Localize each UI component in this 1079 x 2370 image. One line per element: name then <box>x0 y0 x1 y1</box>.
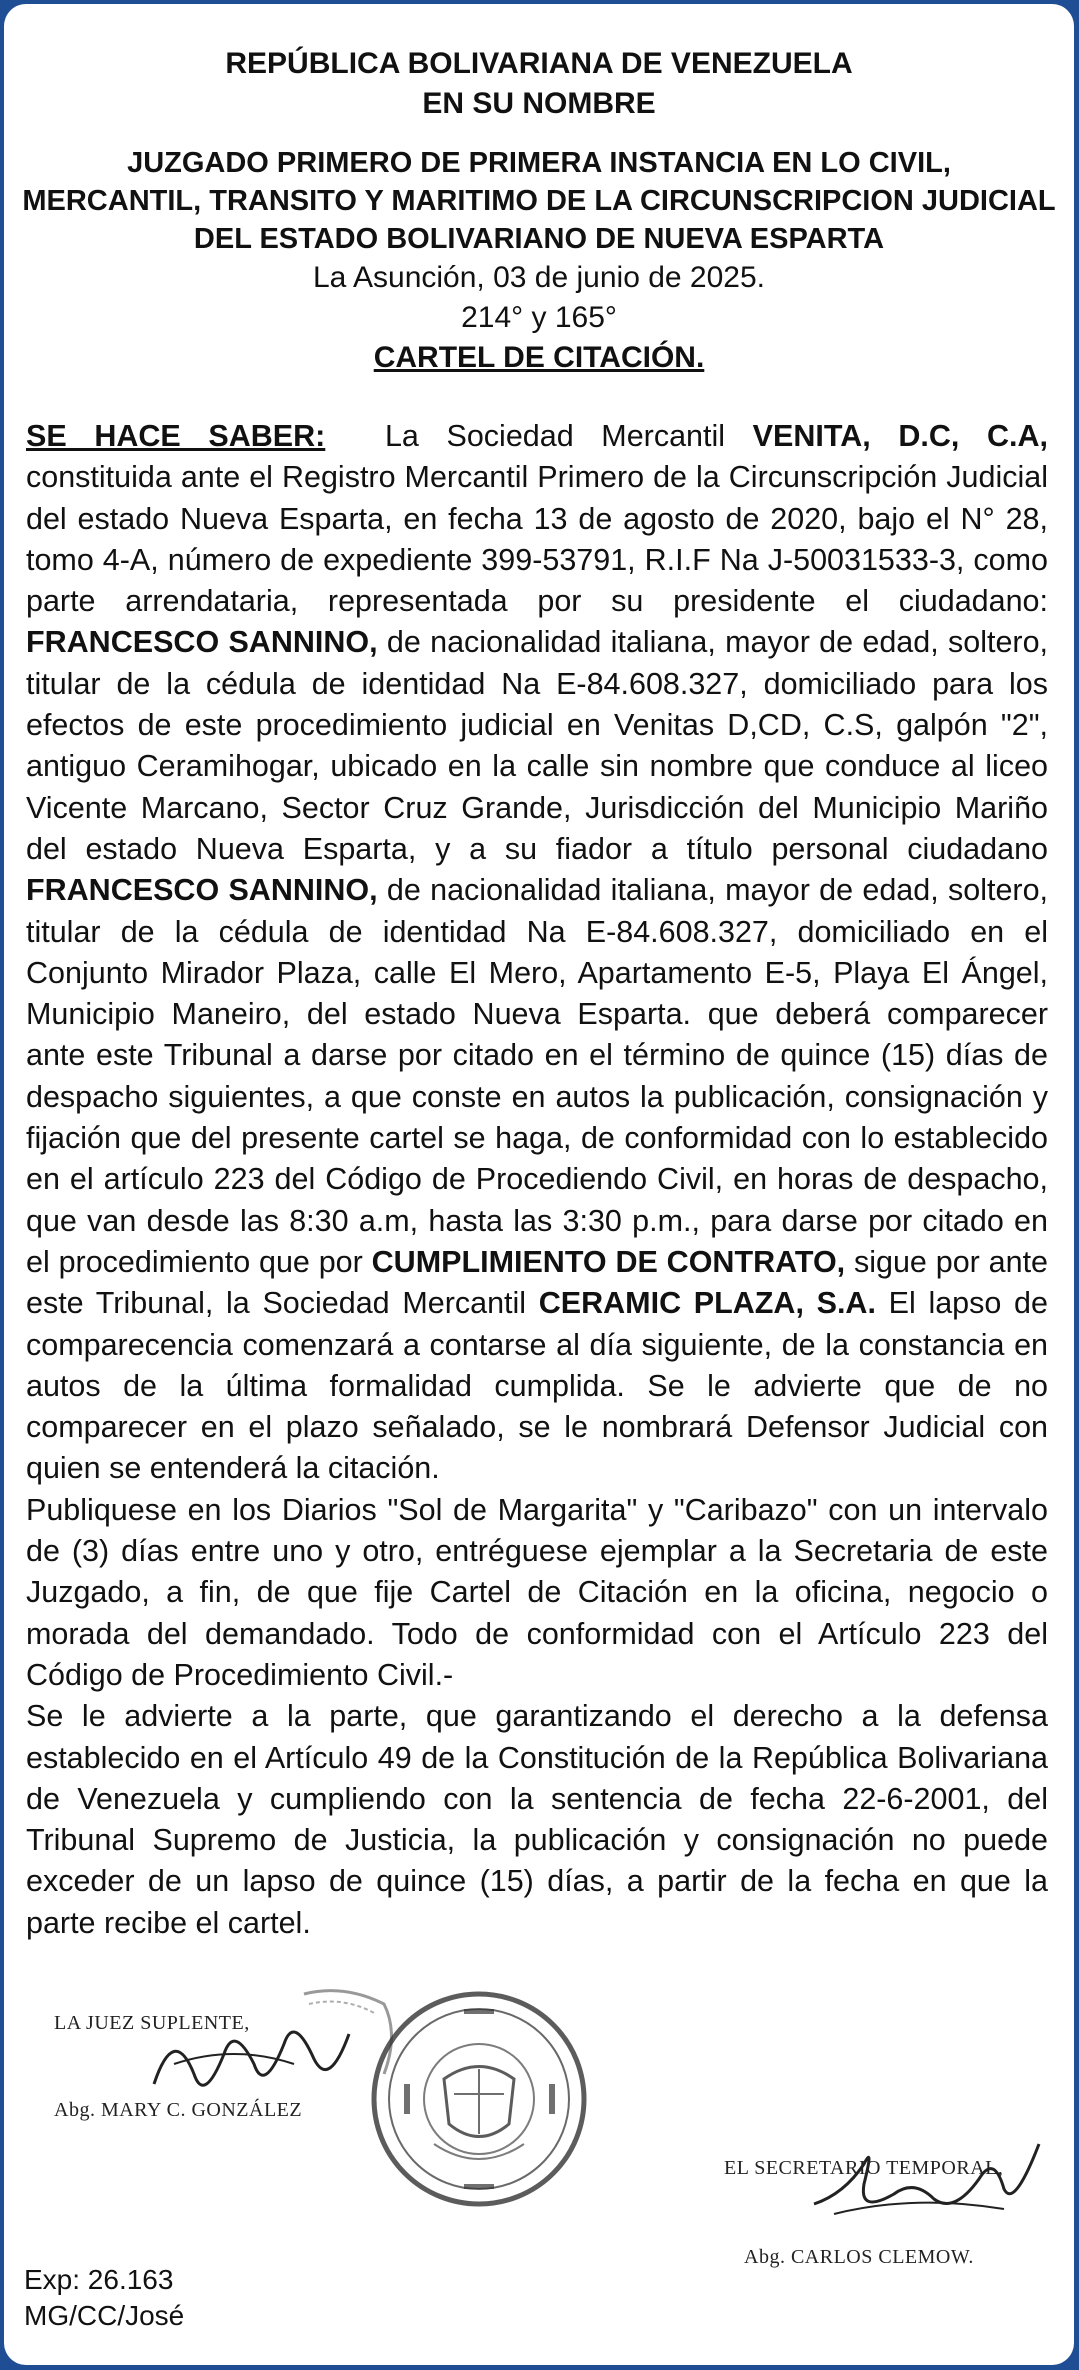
initials: MG/CC/José <box>24 2300 185 2331</box>
years-line: 214° y 165° <box>461 301 617 334</box>
judge-title: LA JUEZ SUPLENTE, <box>54 2012 250 2034</box>
p1-text-f: El lapso de comparecencia comenzará a contarse al día siguiente, de la constancia en autos de la última formalidad cumplida. Se le advierte que de no comparecer en el plazo señalado, se le nombrará Defensor Judicial con quien se entenderá la citación. <box>26 1286 1048 1486</box>
place-date: La Asunción, 03 de junio de 2025. <box>312 261 766 294</box>
country-heading: REPÚBLICA BOLIVARIANA DE VENEZUELA <box>225 47 853 80</box>
expedient-number: Exp: 26.163 <box>24 2264 174 2295</box>
document-title: CARTEL DE CITACIÓN. <box>373 341 705 374</box>
guarantor-name: FRANCESCO SANNINO, <box>26 873 378 908</box>
in-his-name-heading: EN SU NOMBRE <box>422 87 656 120</box>
judge-name: Abg. MARY C. GONZÁLEZ <box>54 2099 303 2121</box>
p1-text-c: de nacionalidad italiana, mayor de edad, soltero, titular de la cédula de identidad Na E-84.608.327, domiciliado para los efectos de este procedimiento judicial en Venitas D,CD, C.S, galpón "2", antiguo Ceramihogar, ubicado en la calle sin nombre que conduce al liceo Vicente Marcano, Sector Cruz Grande, Jurisdicción del Municipio Mariño del estado Nueva Esparta, y a su fiador a título personal ciudadano <box>26 625 1049 866</box>
plaintiff-company: CERAMIC PLAZA, S.A. <box>538 1286 876 1321</box>
president-name: FRANCESCO SANNINO, <box>26 625 378 660</box>
hace-saber-label: SE HACE SABER: <box>26 419 326 453</box>
p1-text-e: sigue por ante este Tribunal, la Sociedad Mercantil <box>26 1244 1049 1321</box>
court-line-2: MERCANTIL, TRANSITO Y MARITIMO DE LA CIRCUNSCRIPCION JUDICIAL <box>22 185 1056 217</box>
document-header <box>4 44 1074 378</box>
paragraph-2: Publiquese en los Diarios "Sol de Margarita" y "Caribazo" con un intervalo de (3) días entre uno y otro, entréguese ejemplar a la Secretaria de este Juzgado, a fin, de que fije Cartel de Citación en la oficina, negocio o morada del demandado. Todo de conformidad con el Artículo 223 del Código de Procedimiento Civil.- <box>26 1492 1048 1692</box>
secretary-signature <box>804 2134 1044 2244</box>
case-type: CUMPLIMIENTO DE CONTRATO, <box>371 1244 846 1279</box>
paragraph-3: Se le advierte a la parte, que garantizando el derecho a la defensa establecido en el Artículo 49 de la Constitución de la República Bolivariana de Venezuela y cumpliendo con la sentencia de fecha 22-6-2001, del Tribunal Supremo de Justicia, la publicación y consignación no puede exceder de un lapso de quince (15) días, a partir de la fecha en que la parte recibe el cartel. <box>26 1699 1048 1940</box>
court-seal <box>364 1984 594 2214</box>
p1-text-d: de nacionalidad italiana, mayor de edad, soltero, titular de la cédula de identidad Na E-84.608.327, domiciliado en el Conjunto Mirador Plaza, calle El Mero, Apartamento E-5, Playa El Ángel, Municipio Maneiro, del estado Nueva Esparta. que deberá comparecer ante este Tribunal a darse por citado en el término de quince (15) días de despacho siguientes, a que conste en autos la publicación, consignación y fijación que del presente cartel se haga, de conformidad con lo establecido en el artículo 223 del Código de Procediendo Civil, en horas de despacho, que van desde las 8:30 a.m, hasta las 3:30 p.m., para darse por citado en el procedimiento que por <box>26 873 1049 1279</box>
p1-text-b: constituida ante el Registro Mercantil Primero de la Circunscripción Judicial del estado Nueva Esparta, en fecha 13 de agosto de 2020, bajo el N° 28, tomo 4-A, número de expediente 399-53791, R.I.F Na J-50031533-3, como parte arrendataria, representada por su presidente el ciudadano: <box>26 460 1048 619</box>
court-line-3: DEL ESTADO BOLIVARIANO DE NUEVA ESPARTA <box>193 223 885 255</box>
document-page <box>4 4 1074 2365</box>
paragraph-1 <box>26 416 1048 1490</box>
p1-text-a: La Sociedad Mercantil <box>384 419 753 453</box>
secretary-name: Abg. CARLOS CLEMOW. <box>744 2246 974 2268</box>
defendant-company: VENITA, D.C, C.A, <box>752 419 1048 453</box>
case-footer <box>24 2262 184 2334</box>
notice-body <box>26 416 1048 1944</box>
court-line-1: JUZGADO PRIMERO DE PRIMERA INSTANCIA EN LO CIVIL, <box>127 147 951 179</box>
secretary-title: EL SECRETARIO TEMPORAL, <box>724 2157 1004 2179</box>
